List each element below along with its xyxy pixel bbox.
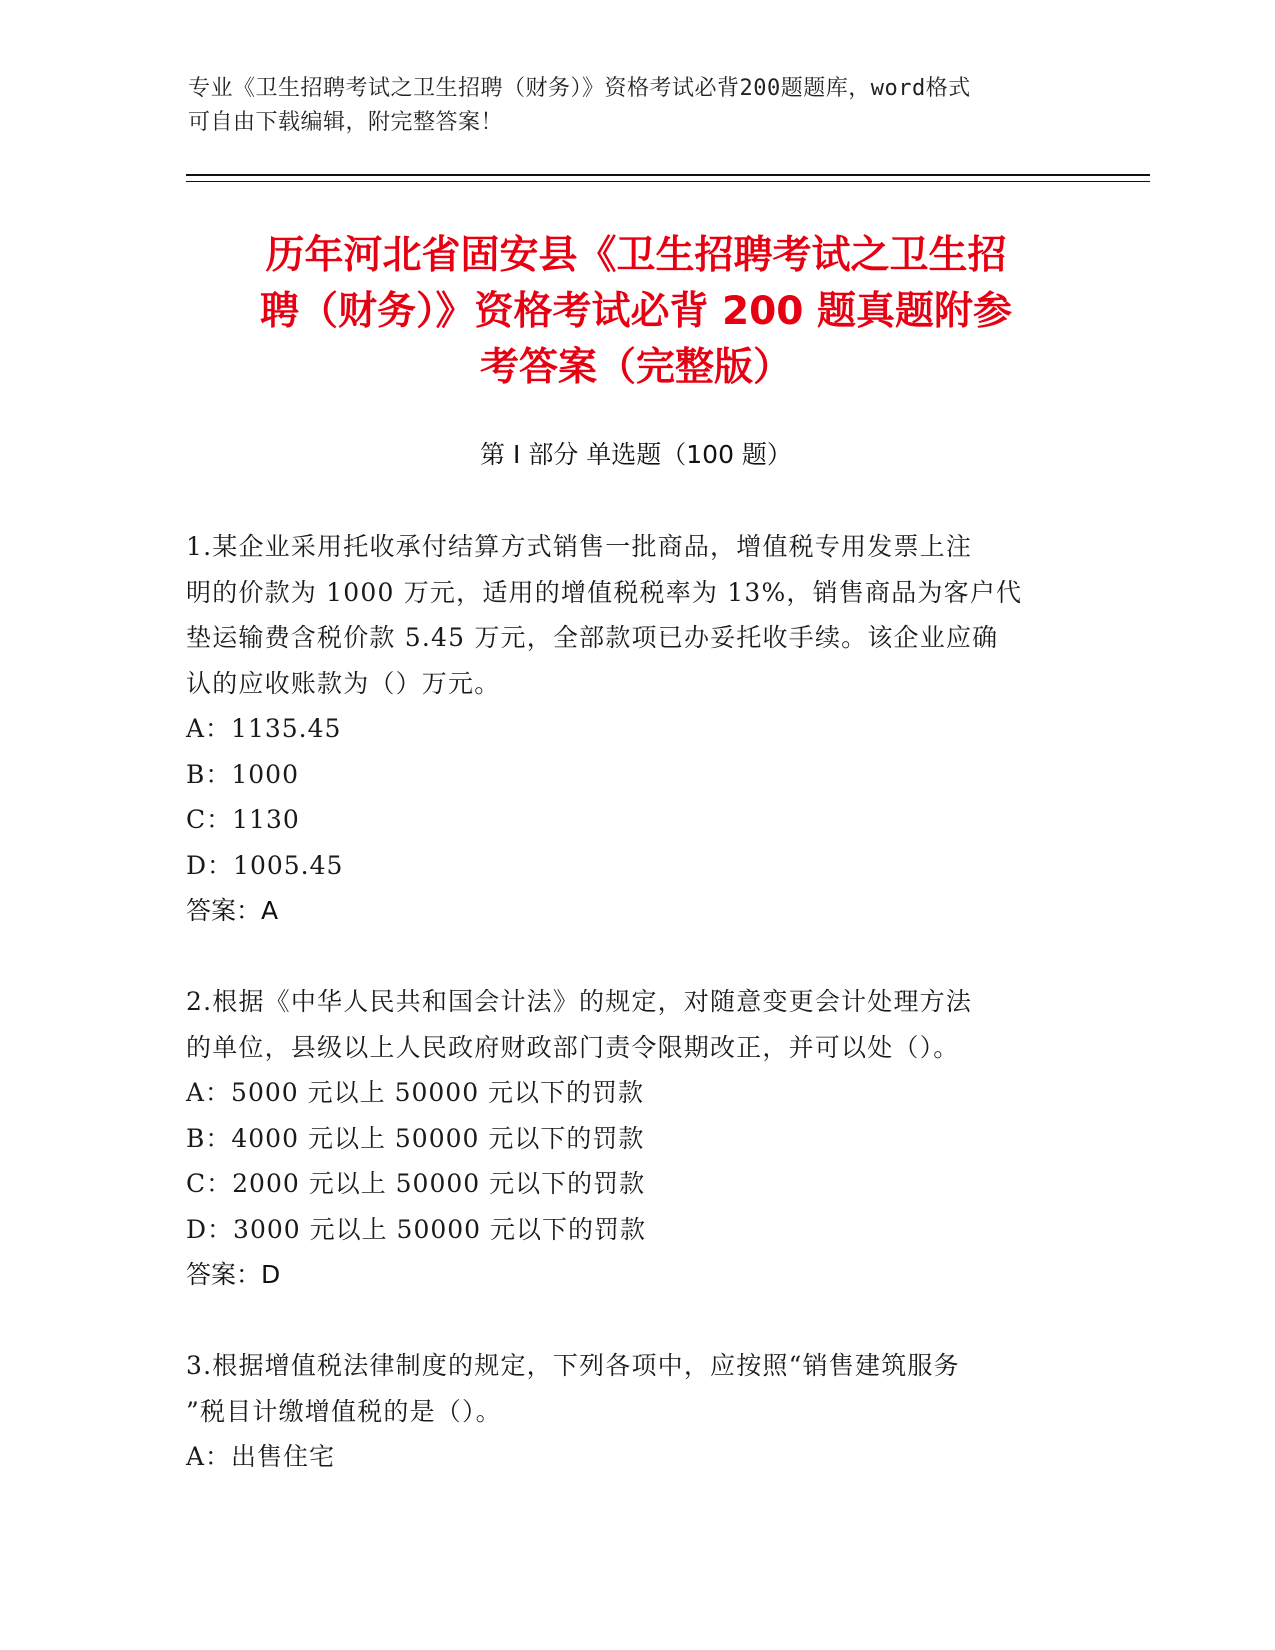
header-note-line: 可自由下载编辑，附完整答案！ bbox=[188, 110, 504, 135]
header-note-line: 专业《卫生招聘考试之卫生招聘（财务）》资格考试必背200题题库，word格式 bbox=[188, 76, 971, 101]
answer: 答案：A bbox=[186, 896, 279, 925]
option-b: B：1000 bbox=[186, 759, 299, 789]
question-stem-line: 明的价款为 1000 万元，适用的增值税税率为 13%，销售商品为客户代 bbox=[186, 577, 1023, 607]
header-divider-thin bbox=[186, 181, 1150, 182]
header-divider-thick bbox=[186, 174, 1150, 176]
question-stem-line: 2.根据《中华人民共和国会计法》的规定，对随意变更会计处理方法 bbox=[186, 987, 973, 1016]
option-c: C：2000 元以上 50000 元以下的罚款 bbox=[186, 1169, 646, 1198]
option-b: B：4000 元以上 50000 元以下的罚款 bbox=[186, 1123, 645, 1153]
question-stem-line: 3.根据增值税法律制度的规定，下列各项中，应按照“销售建筑服务 bbox=[186, 1351, 960, 1380]
title-line: 考答案（完整版） bbox=[479, 345, 792, 390]
question-stem-line: 垫运输费含税价款 5.45 万元，全部款项已办妥托收手续。该企业应确 bbox=[186, 623, 999, 652]
option-d: D：3000 元以上 50000 元以下的罚款 bbox=[186, 1214, 647, 1244]
question-stem-line: 的单位，县级以上人民政府财政部门责令限期改正，并可以处（）。 bbox=[186, 1032, 960, 1062]
header-note bbox=[188, 72, 1068, 140]
document-title bbox=[186, 228, 1086, 396]
option-c: C：1130 bbox=[186, 805, 300, 834]
title-line: 聘（财务）》资格考试必背 200 题真题附参 bbox=[259, 289, 1013, 334]
option-a: A：1135.45 bbox=[186, 714, 342, 743]
option-a: A：出售住宅 bbox=[186, 1442, 336, 1471]
answer: 答案：D bbox=[186, 1260, 281, 1289]
option-a: A：5000 元以上 50000 元以下的罚款 bbox=[186, 1078, 645, 1107]
question-1 bbox=[186, 524, 1076, 934]
question-3 bbox=[186, 1343, 1076, 1480]
question-stem-line: 认的应收账款为（）万元。 bbox=[186, 668, 501, 698]
option-d: D：1005.45 bbox=[186, 850, 344, 880]
section-title: 第 I 部分 单选题（100 题） bbox=[480, 440, 792, 469]
question-2 bbox=[186, 979, 1076, 1298]
question-stem-line: ”税目计缴增值税的是（）。 bbox=[186, 1396, 502, 1426]
question-stem-line: 1.某企业采用托收承付结算方式销售一批商品，增值税专用发票上注 bbox=[186, 532, 973, 561]
title-line: 历年河北省固安县《卫生招聘考试之卫生招 bbox=[265, 233, 1007, 278]
